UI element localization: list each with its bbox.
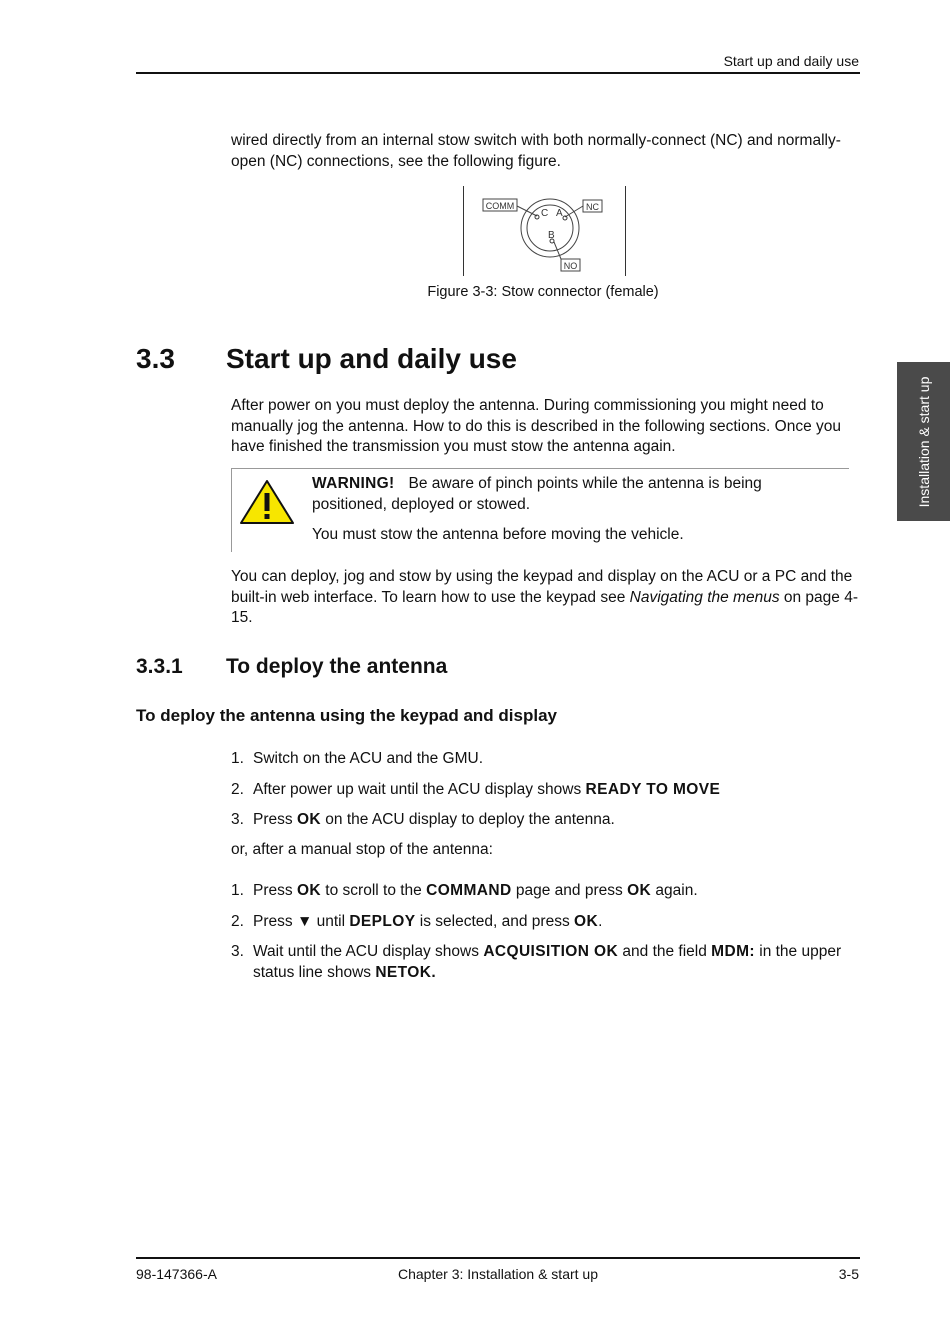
step-text: Switch on the ACU and the GMU. bbox=[253, 750, 484, 767]
step-text: and the field bbox=[618, 943, 712, 960]
warning-message: Be aware of pinch points while the antenna is being positioned, deployed or stowed. bbox=[312, 475, 762, 513]
warning-triangle-icon bbox=[239, 478, 295, 526]
display-keyword: COMMAND bbox=[426, 882, 512, 899]
procedure-title: To deploy the antenna using the keypad and display bbox=[136, 706, 557, 725]
navigating-menus-reference[interactable]: Navigating the menus bbox=[629, 588, 780, 606]
key-keyword: OK bbox=[296, 811, 321, 828]
step-text: Press bbox=[253, 912, 297, 930]
warning-left-rule bbox=[231, 469, 232, 552]
status-keyword: NETOK bbox=[375, 963, 432, 981]
label-nc: NC bbox=[586, 202, 599, 212]
pin-b-label: B bbox=[548, 230, 555, 241]
chapter-title: Chapter 3: Installation & start up bbox=[398, 1266, 598, 1282]
step-number: 1. bbox=[231, 750, 244, 767]
warning-text bbox=[312, 474, 832, 515]
footer-divider bbox=[136, 1257, 860, 1259]
step-text: to scroll to the bbox=[321, 882, 427, 899]
step-text: page and press bbox=[511, 882, 628, 899]
warning-top-rule bbox=[231, 468, 849, 469]
label-comm: COMM bbox=[485, 201, 515, 211]
display-keyword: ACQUISITION OK bbox=[483, 943, 619, 960]
running-header: Start up and daily use bbox=[723, 53, 859, 69]
step-number: 2. bbox=[231, 780, 244, 798]
label-no: NO bbox=[563, 261, 578, 271]
stow-connector-diagram bbox=[464, 186, 625, 276]
step-number: 1. bbox=[231, 882, 244, 899]
down-arrow-icon: ▼ bbox=[296, 912, 313, 930]
display-keyword: READY TO MOVE bbox=[585, 780, 721, 798]
step-text: until bbox=[312, 912, 350, 930]
list-item bbox=[231, 942, 861, 983]
stow-connector-figure bbox=[463, 186, 626, 276]
section-number: 3.3 bbox=[136, 343, 175, 374]
field-keyword: MDM: bbox=[711, 943, 755, 960]
list-item bbox=[231, 780, 861, 801]
step-text: on the ACU display to deploy the antenna. bbox=[321, 811, 615, 828]
step-text: in the upper status line shows bbox=[253, 943, 842, 981]
step-text: again. bbox=[651, 882, 698, 899]
step-text: Press bbox=[253, 882, 297, 899]
list-item bbox=[231, 912, 861, 933]
deploy-steps-list bbox=[231, 749, 861, 841]
list-item bbox=[231, 810, 861, 831]
subsection-title: To deploy the antenna bbox=[226, 655, 448, 678]
step-number: 3. bbox=[231, 943, 244, 960]
section-title: Start up and daily use bbox=[226, 343, 517, 374]
or-text: or, after a manual stop of the antenna: bbox=[231, 841, 493, 858]
step-text: Wait until the ACU display shows bbox=[253, 943, 484, 960]
key-keyword: OK bbox=[574, 912, 599, 930]
step-text: . bbox=[598, 912, 603, 930]
subsection-number: 3.3.1 bbox=[136, 655, 183, 678]
step-number: 3. bbox=[231, 811, 244, 828]
step-text: . bbox=[431, 963, 437, 981]
warning-label: WARNING! bbox=[312, 475, 395, 492]
list-item bbox=[231, 881, 861, 902]
keypad-paragraph-part2: on page 4-15. bbox=[231, 588, 859, 626]
display-keyword: DEPLOY bbox=[349, 912, 416, 930]
intro-paragraph: wired directly from an internal stow switch with both normally-connect (NC) and normally-open (NC) connections, see the following figure. bbox=[231, 132, 841, 170]
pin-c-label: C bbox=[541, 208, 549, 219]
page-number: 3-5 bbox=[838, 1266, 859, 1282]
side-tab-label: Installation & start up bbox=[915, 376, 932, 507]
keypad-paragraph-part1: You can deploy, jog and stow by using the keypad and display on the ACU or a PC and the built-in web interface. To learn how to use the keypad see bbox=[231, 568, 853, 606]
figure-caption: Figure 3-3: Stow connector (female) bbox=[427, 284, 659, 300]
key-keyword: OK bbox=[296, 882, 321, 899]
step-text: Press bbox=[253, 811, 297, 828]
chapter-side-tab bbox=[897, 362, 950, 521]
keypad-paragraph bbox=[231, 567, 861, 629]
manual-stop-steps-list bbox=[231, 881, 861, 993]
warning-text-2: You must stow the antenna before moving the vehicle. bbox=[312, 526, 684, 543]
header-divider bbox=[136, 72, 860, 74]
document-number: 98-147366-A bbox=[136, 1266, 217, 1282]
step-number: 2. bbox=[231, 912, 244, 930]
key-keyword: OK bbox=[627, 882, 652, 899]
step-text: After power up wait until the ACU display shows bbox=[253, 780, 586, 798]
list-item bbox=[231, 749, 861, 770]
pin-a-label: A bbox=[556, 208, 563, 219]
step-text: is selected, and press bbox=[415, 912, 575, 930]
section-intro-paragraph: After power on you must deploy the antenna. During commissioning you might need to manually jog the antenna. How to do this is described in the following sections. Once you have finished the transmission you must stow the antenna again. bbox=[231, 397, 842, 455]
